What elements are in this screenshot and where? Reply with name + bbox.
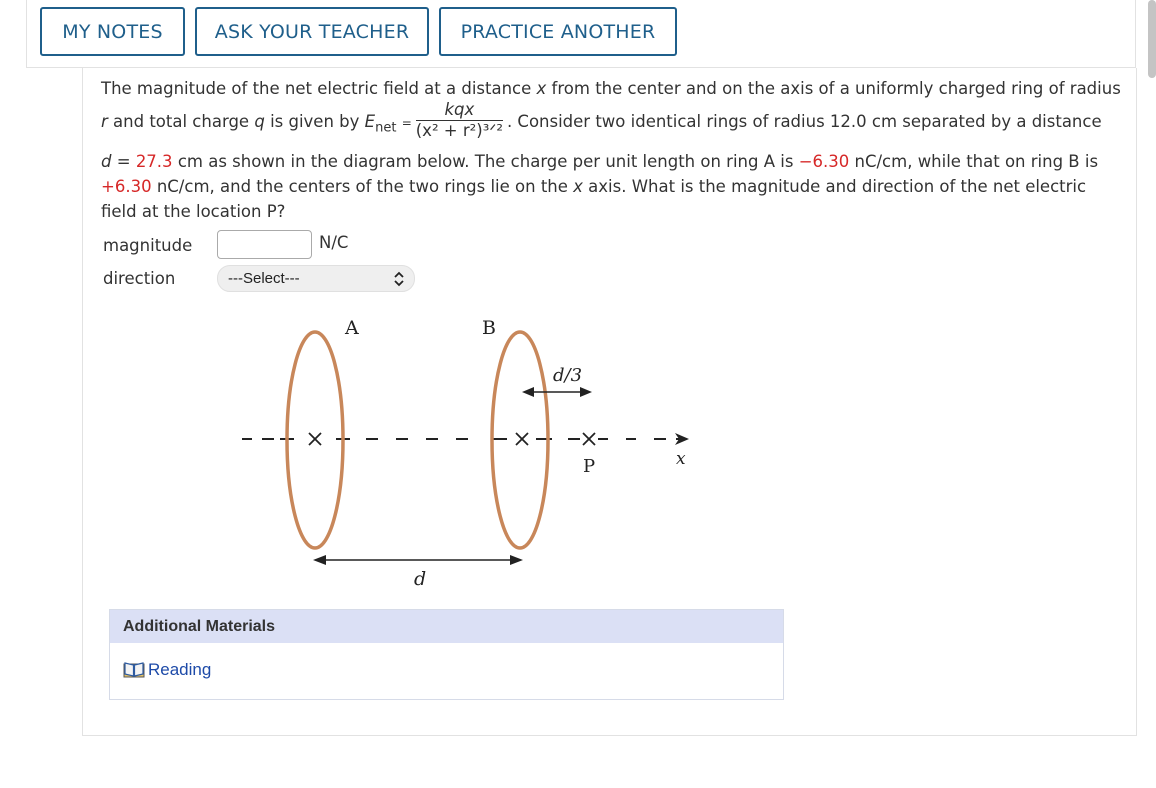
d-label: d xyxy=(414,568,427,590)
direction-label: direction xyxy=(103,269,176,288)
additional-materials-heading: Additional Materials xyxy=(110,610,783,643)
chevron-up-down-icon xyxy=(390,269,408,289)
ring-b-label: B xyxy=(482,317,496,339)
d-value: 27.3 xyxy=(135,152,173,172)
lambda-a-value: −6.30 xyxy=(798,152,850,172)
scrollbar[interactable] xyxy=(1148,0,1156,78)
magnitude-label: magnitude xyxy=(103,236,193,255)
reading-link[interactable] xyxy=(123,660,211,680)
my-notes-button[interactable]: MY NOTES xyxy=(40,7,185,56)
rings-diagram xyxy=(230,312,710,597)
lambda-b-value: +6.30 xyxy=(101,177,152,197)
direction-select[interactable] xyxy=(217,265,415,292)
d3-label: d/3 xyxy=(553,365,583,386)
toolbar xyxy=(26,0,1136,68)
magnitude-input[interactable] xyxy=(217,230,312,259)
question-text: The magnitude of the net electric field at a distance x from the center and on the axis of a uniformly charged ring of radius r and total charge q is given by $E_{net}$ = $\frac{\text{kqx}}{\text{(x² + r²)³ᐟ²}}$ . Consider two identical rings of radius 12.0 cm separated by a distance d = 27.3 cm as shown in the diagram below. The charge per unit length on ring A is −6.30 nC/cm, while that on ring B is +6.30 nC/cm, and the centers of the two rings lie on the x axis. What is the magnitude and direction of the net electric field at the location P? xyxy=(101,79,1121,222)
ring-a-label: A xyxy=(345,317,359,339)
practice-another-button[interactable]: PRACTICE ANOTHER xyxy=(439,7,677,56)
reading-label: Reading xyxy=(148,660,212,679)
book-icon xyxy=(123,661,145,679)
point-p-label: P xyxy=(583,456,596,477)
additional-materials xyxy=(109,609,784,700)
direction-selected-value: ---Select--- xyxy=(228,270,300,287)
magnitude-unit: N/C xyxy=(319,233,349,252)
ask-teacher-button[interactable]: ASK YOUR TEACHER xyxy=(195,7,429,56)
x-axis-label: x xyxy=(676,449,686,469)
formula-fraction: $\frac{\text{kqx}}{\text{(x² + r²)³ᐟ²}}$ xyxy=(415,100,503,140)
